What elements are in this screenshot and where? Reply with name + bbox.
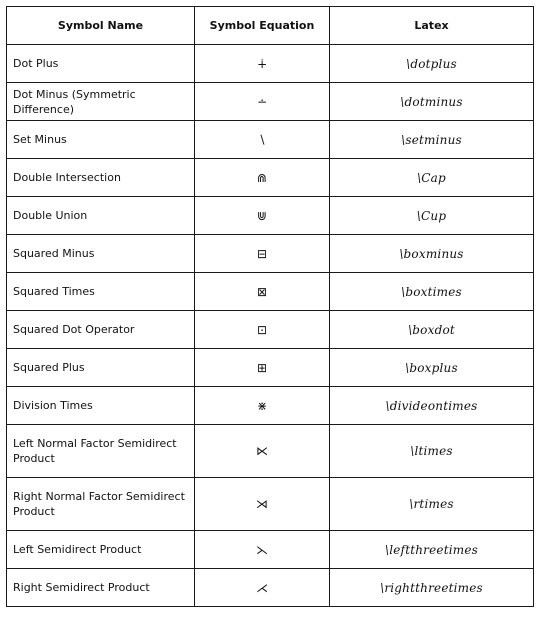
symbol-glyph-cell: ⊟ [195, 235, 330, 273]
latex-cell: \dotminus [330, 83, 534, 121]
symbol-glyph-cell: ⋓ [195, 197, 330, 235]
symbol-glyph-cell: ∸ [195, 83, 330, 121]
symbol-name-cell: Left Normal Factor Semidirect Product [7, 425, 195, 478]
symbol-glyph-cell: ⋋ [195, 531, 330, 569]
latex-cell: \leftthreetimes [330, 531, 534, 569]
symbol-glyph-cell: ⋒ [195, 159, 330, 197]
symbol-name-cell: Squared Minus [7, 235, 195, 273]
symbol-glyph-cell: ⊡ [195, 311, 330, 349]
symbol-name-cell: Squared Plus [7, 349, 195, 387]
table-row [7, 159, 534, 197]
latex-cell: \divideontimes [330, 387, 534, 425]
symbol-glyph-cell: ∔ [195, 45, 330, 83]
symbol-name-cell: Set Minus [7, 121, 195, 159]
symbol-name-cell: Dot Plus [7, 45, 195, 83]
latex-cell: \boxdot [330, 311, 534, 349]
symbol-name-cell: Double Union [7, 197, 195, 235]
table-row [7, 273, 534, 311]
symbol-name-cell: Squared Dot Operator [7, 311, 195, 349]
table-row [7, 425, 534, 478]
table-row [7, 387, 534, 425]
symbol-table [6, 6, 534, 607]
table-row [7, 235, 534, 273]
symbol-glyph-cell: ⋊ [195, 478, 330, 531]
latex-cell: \rightthreetimes [330, 569, 534, 607]
symbol-glyph-cell: ∖ [195, 121, 330, 159]
latex-cell: \Cap [330, 159, 534, 197]
table-row [7, 121, 534, 159]
latex-cell: \boxplus [330, 349, 534, 387]
symbol-table-container [6, 6, 534, 607]
symbol-glyph-cell: ⊞ [195, 349, 330, 387]
header-latex: Latex [330, 7, 534, 45]
symbol-glyph-cell: ⋇ [195, 387, 330, 425]
latex-cell: \Cup [330, 197, 534, 235]
header-symbol-equation: Symbol Equation [195, 7, 330, 45]
header-symbol-name: Symbol Name [7, 7, 195, 45]
symbol-glyph-cell: ⋌ [195, 569, 330, 607]
table-row [7, 45, 534, 83]
table-row [7, 311, 534, 349]
latex-cell: \boxminus [330, 235, 534, 273]
symbol-name-cell: Squared Times [7, 273, 195, 311]
table-row [7, 349, 534, 387]
symbol-name-cell: Left Semidirect Product [7, 531, 195, 569]
latex-cell: \rtimes [330, 478, 534, 531]
table-header-row [7, 7, 534, 45]
symbol-name-cell: Dot Minus (Symmetric Difference) [7, 83, 195, 121]
latex-cell: \dotplus [330, 45, 534, 83]
symbol-name-cell: Right Normal Factor Semidirect Product [7, 478, 195, 531]
latex-cell: \boxtimes [330, 273, 534, 311]
latex-cell: \setminus [330, 121, 534, 159]
table-row [7, 197, 534, 235]
symbol-glyph-cell: ⋉ [195, 425, 330, 478]
table-row [7, 478, 534, 531]
table-row [7, 83, 534, 121]
table-row [7, 531, 534, 569]
symbol-name-cell: Double Intersection [7, 159, 195, 197]
symbol-name-cell: Right Semidirect Product [7, 569, 195, 607]
symbol-glyph-cell: ⊠ [195, 273, 330, 311]
table-row [7, 569, 534, 607]
symbol-name-cell: Division Times [7, 387, 195, 425]
latex-cell: \ltimes [330, 425, 534, 478]
